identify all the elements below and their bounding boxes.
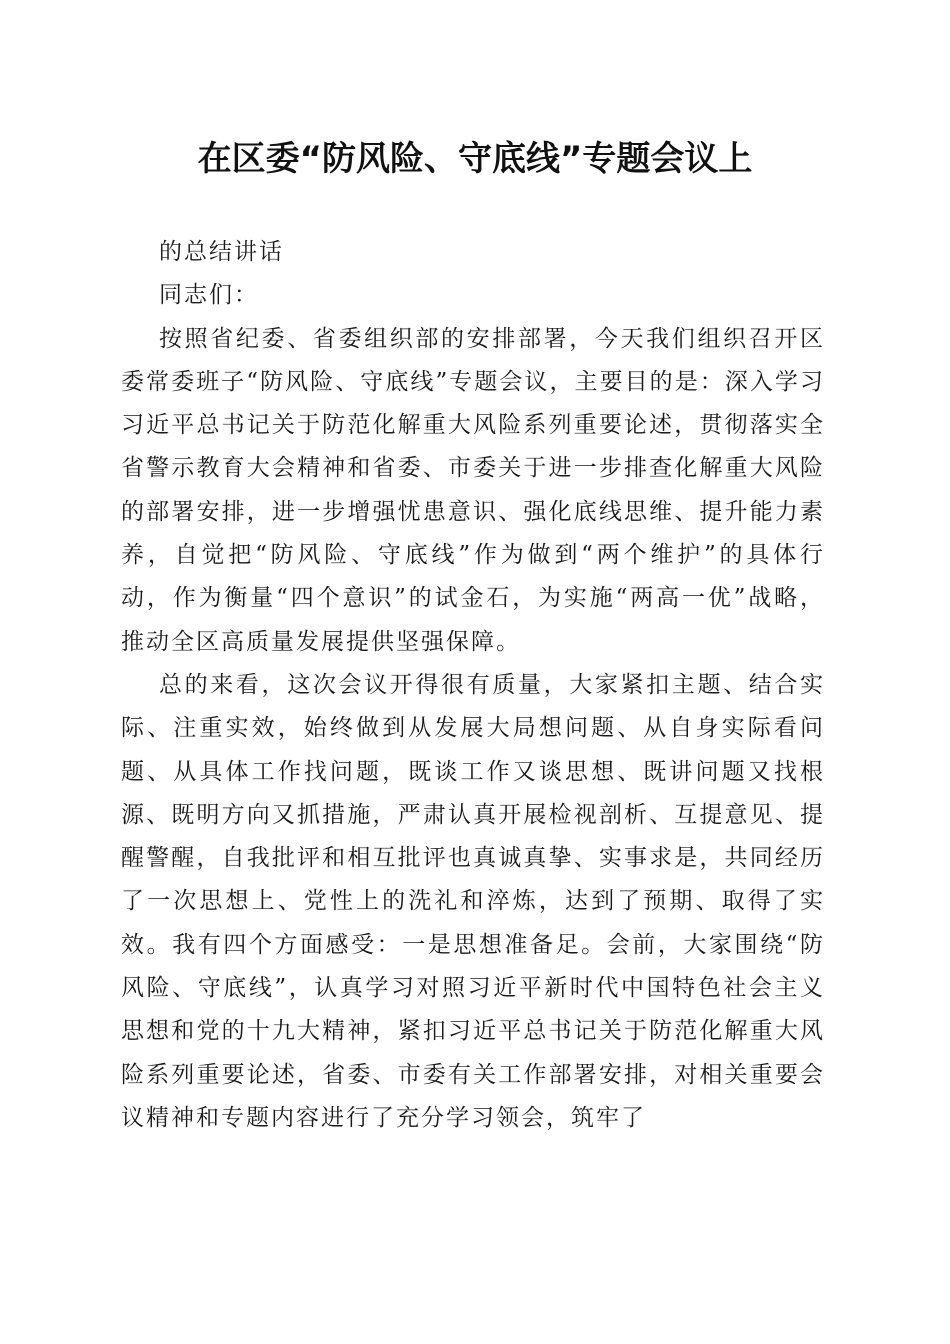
subtitle-line: 的总结讲话 [159, 239, 284, 265]
paragraph-summary: 总的来看，这次会议开得很有质量，大家紧扣主题、结合实际、注重实效，始终做到从发展大局想问题、从自身实际看问题、从具体工作找问题，既谈工作又谈思想、既讲问题又找根源、既明方向又抓措施，严肃认真开展检视剖析、互提意见、提醒警醒，自我批评和相互批评也真诚真挚、实事求是，共同经历了一次思想上、党性上的洗礼和淬炼，达到了预期、取得了实效。我有四个方面感受：一是思想准备足。会前，大家围绕“防风险、守底线”，认真学习对照习近平新时代中国特色社会主义思想和党的十九大精神，紧扣习近平总书记关于防范化解重大风险系列重要论述，省委、市委有关工作部署安排，对相关重要会议精神和专题内容进行了充分学习领会，筑牢了 [121, 671, 825, 1131]
salutation: 同志们： [159, 282, 259, 309]
document-body [121, 231, 825, 1140]
paragraph-intro: 按照省纪委、省委组织部的安排部署，今天我们组织召开区委常委班子“防风险、守底线”专题会议，主要目的是：深入学习习近平总书记关于防范化解重大风险系列重要论述，贯彻落实全省警示教育大会精神和省委、市委关于进一步排查化解重大风险的部署安排，进一步增强忧患意识、强化底线思维、提升能力素养，自觉把“防风险、守底线”作为做到“两个维护”的具体行动，作为衡量“四个意识”的试金石，为实施“两高一优”战略，推动全区高质量发展提供坚强保障。 [121, 325, 825, 655]
document-title: 在区委“防风险、守底线”专题会议上 [197, 139, 753, 179]
